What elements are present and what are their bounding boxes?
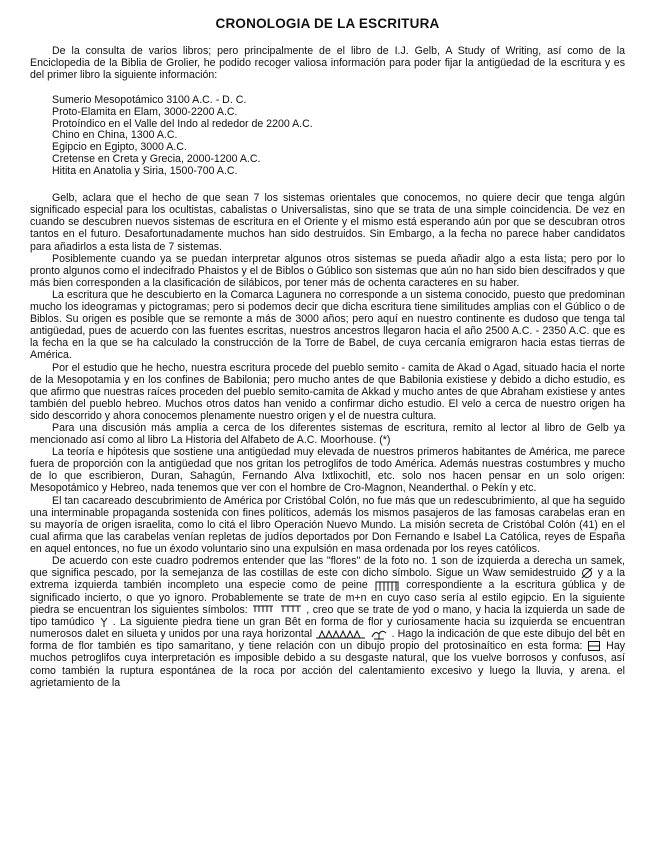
- symbols-text-e: . La siguiente piedra tiene un gran Bêt en forma de flor y curiosamente hacia su izquierda se encuentran numerosos dalet en silueta y unidos por una raya horizontal: [30, 615, 625, 641]
- paragraph-references: Para una discusión más amplia a cerca de los diferentes sistemas de escritura, remito al lector al libro de Gelb ya mencionado así como al libro La Historia del Alfabeto de A.C. Moorhouse. (*): [30, 421, 625, 447]
- list-item: Egipcio en Egipto, 3000 A.C.: [52, 141, 187, 154]
- paragraph-colon: El tan cacareado descubrimiento de América por Cristóbal Colón, no fue más que un redescubrimiento, al que ha seguido una interminable propaganda sostenida con fines políticos, además los mismos pasajeros de las famosas carabelas eran en su mayoría de origen israelita, como lo citá el libro Operación Nuevo Mundo. La misión secreta de Cristóbal Colón (41) en el cual afirma que las carabelas venían repletas de judíos deportados por Don Fernando e Isabel La Católica, reyes de España en aquel entonces, no fue un éxodo voluntario sino una expulsión en masa ordenada por los reyes católicos.: [30, 494, 625, 555]
- paragraph-future-systems: Posiblemente cuando ya se puedan interpretar algunos otros sistemas se pueda añadir algo a esta lista; pero por lo pronto algunos como el indecifrado Phaistos y el de Biblos o Gúblico son sistemas que aún no han sido bien descifrados y que más bien corresponden a la clasificación de silábicos, por tener más de ochenta caracteres en su haber.: [30, 252, 625, 289]
- list-item: Hitita en Anatolia y Siria, 1500-700 A.C.: [52, 164, 238, 177]
- comb-glyph-icon: [374, 580, 400, 592]
- symbols-text-c: correspondiente a la escritura gública y de significado incierto, o que yo ignoro. Probablemente se trate de m+n en cuyo caso sería al estilo egipcio. En la siguiente piedra se encuentran los siguientes símbolos:: [30, 579, 625, 616]
- symbols-text-g: Hay muchos petroglifos cuya interpretación es imposible debido a su desgaste natural, que los vuelve borrosos y confusos, así como también la ruptura espontánea de la roca por acción del calentamiento excesivo y luego la lluvia, y arena. el agrietamiento de la: [30, 640, 626, 689]
- sade-glyph-icon: [99, 616, 109, 628]
- list-item: Protoíndico en el Valle del Indo al rededor de 2200 A.C.: [52, 117, 313, 130]
- paragraph-symbols: [30, 555, 625, 689]
- paragraph-antiquity: La teoría e hipótesis que sostiene una antigüedad muy elevada de nuestros primeros habitantes de América, me parece fuera de proporción con la antigüedad que nos gritan los petroglifos de todo América. Además nuestras costumbres y mucho de lo que escribieron, Duran, Sahagún, Fernando Alva Ixtlixochitl, etc. solo nos hacen pensar en un solo origen: Mesopotámico y Hebreo, nada tenemos que ver con el hombre de Cro-Magnon, Neanderthal. o Pekín y etc.: [30, 446, 625, 495]
- symbols-text-a: De acuerdo con este cuadro podremos entender que las "flores" de la foto no. 1 son de izquierda a derecha un samek, que significa pescado, por la semejanza de las costillas de este con dicho símbolo. Sigue un Waw semidestruido: [30, 555, 625, 580]
- symbols-text-d: , creo que se trate de yod o mano, y hacia la izquierda un sade de tipo tamúdico: [30, 603, 626, 628]
- paragraph-akkad: Por el estudio que he hecho, nuestra escritura procede del pueblo semito - camita de Akad o Agad, situado hacia el norte de la Mesopotamia y en los confines de Babilonia; pero mucho antes de que Babilonia existiese y debido a dicho estudio, es que afirmo que nuestras raíces proceden del pueblo semito-camita de Akkad y mucho antes de que Abraham existiese y antes también del pueblo hebreo. Muchos otros datos han venido a confirmar dicho estudio. El velo a cerca de nuestro origen ha sido descorrido y ahora conocemos plenamente nuestro origen y el de nuestra cultura.: [30, 361, 625, 422]
- hand-glyph-icon: [279, 604, 303, 616]
- paragraph-lagunera: La escritura que he descubierto en la Comarca Lagunera no corresponde a un sistema conocido, puesto que predominan mucho los ideogramas y pictogramas; pero si podemos decir que dicha escritura tiene similitudes amplias con el Gúblico o de Biblos. Su origen es posible que se remonte a más de 3000 años; pero aquí en nuestro continente es dudoso que tenga tal antigüedad, pues de acuerdo con las fuentes escritas, nuestros ancestros llegaron hacia el año 2500 A.C. - 2350 A.C. que es la fecha en la que se ha calculado la construcción de la Torre de Babel, de cuya cercanía emigraron hacia estas tierras de América.: [30, 288, 625, 362]
- list-item: Cretense en Creta y Grecia, 2000-1200 A.C.: [52, 152, 261, 165]
- list-item: Chino en China, 1300 A.C.: [52, 129, 178, 142]
- document-title: CRONOLOGIA DE LA ESCRITURA: [215, 16, 440, 31]
- flower-glyph-icon: [370, 628, 388, 640]
- writing-systems-list: [30, 95, 625, 177]
- intro-paragraph: De la consulta de varios libros; pero principalmente de el libro de I.J. Gelb, A Study of Writing, así como de la Enciclopedia de la Biblia de Grolier, he podido recoger valiosa información para poder fijar la antigüedad de la escritura y es del primer libro la siguiente información:: [30, 45, 625, 82]
- list-item: Sumerio Mesopotámico 3100 A.C. - D. C.: [52, 94, 247, 107]
- paragraph-gelb: Gelb, aclara que el hecho de que sean 7 los sistemas orientales que conocemos, no quiere decir que tenga algún significado especial para los ocultistas, cabalistas o Universalistas, sino que se trata de una simple coincidencia. De vez en cuando se descubren nuevos sistemas de escritura en el Oriente y el mismo está esperando aún por que se descubran otros tantos en el futuro. Desafortunadamente muchos han sido destruidos. Sin Embargo, a la fecha no parece haber candidatos para añadirlos a esta lista de 7 sistemas.: [30, 192, 625, 253]
- list-item: Proto-Elamita en Elam, 3000-2200 A.C.: [52, 105, 238, 118]
- hand-glyph-icon: [251, 604, 275, 616]
- symbols-text-f: . Hago la indicación de que este dibujo del bêt en forma de flor también es tipo samaritano, y tiene relación con un dibujo propio del protosinaítico en esta forma:: [30, 628, 626, 653]
- waw-glyph-icon: [580, 567, 594, 579]
- bet-glyph-icon: [587, 640, 601, 652]
- dalet-row-glyph-icon: [315, 628, 367, 640]
- symbols-text-b: y a la extrema izquierda también incompleto una especie como de peine: [30, 567, 625, 592]
